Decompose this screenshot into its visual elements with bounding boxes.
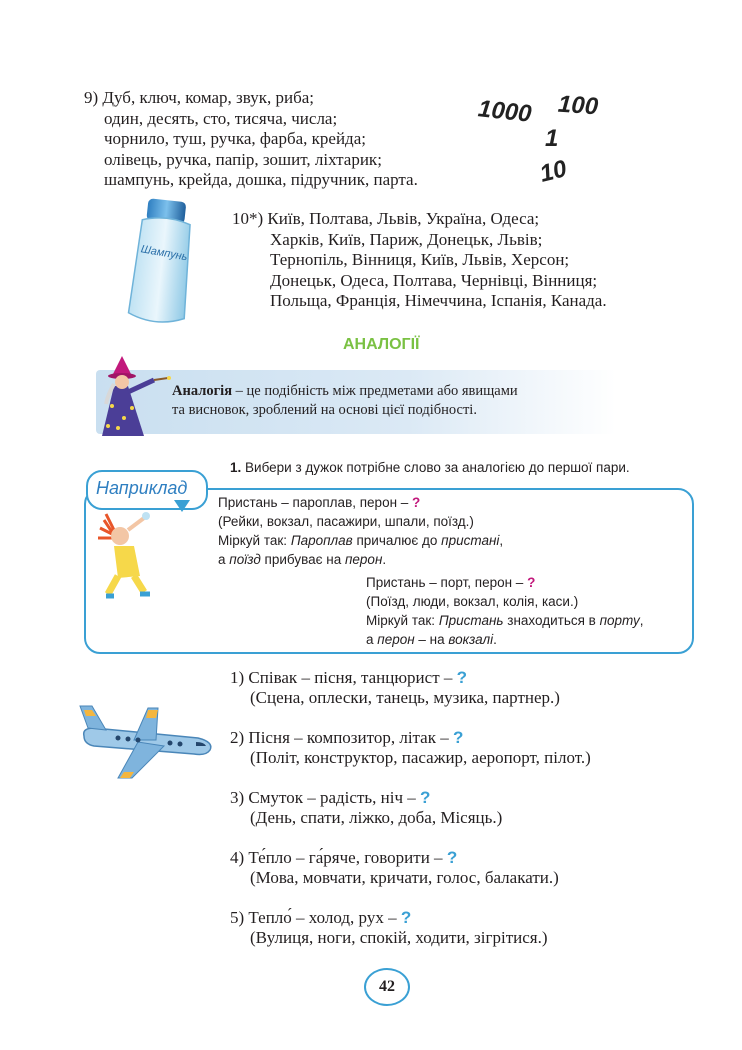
shampoo-bottle-illustration [124, 196, 200, 328]
task-9-line: чорнило, туш, ручка, фарба, крейда; [104, 129, 366, 148]
example-1 [218, 493, 503, 569]
page-number: 42 [364, 968, 410, 1006]
example-2-think-word: вокзалі [448, 632, 494, 647]
task-10-line: Київ, Полтава, Львів, Україна, Одеса; [267, 209, 540, 228]
example-2-think-word: перон [377, 632, 415, 647]
example-1-think-word: пристані [441, 533, 500, 548]
example-2 [366, 573, 644, 649]
example-badge-tail [174, 500, 190, 512]
task-pair: Смуток – радість, ніч – [248, 788, 420, 807]
example-2-think-text: . [493, 632, 497, 647]
list-item [230, 788, 502, 828]
example-2-think-text: а [366, 632, 378, 647]
question-mark: ? [412, 495, 421, 510]
task-pair: Тепло́ – холод, рух – [248, 908, 401, 927]
task-10-line: Донецьк, Одеса, Полтава, Чернівці, Вінниця; [270, 270, 598, 290]
example-1-pair: Пристань – пароплав, перон – [218, 495, 413, 510]
question-mark: ? [456, 668, 468, 687]
definition-line-2: та висновок, зроблений на основі цієї подібності. [172, 402, 477, 418]
list-item [230, 908, 548, 948]
number-1000: 1000 [476, 95, 533, 128]
example-1-think-text: причалює до [352, 533, 442, 548]
task-pair: Пісня – композитор, літак – [248, 728, 453, 747]
question-mark: ? [452, 728, 464, 747]
task-10-line: Тернопіль, Вінниця, Київ, Львів, Херсон; [270, 250, 570, 269]
example-2-pair: Пристань – порт, перон – [366, 575, 528, 590]
example-2-think-text: знаходиться в [503, 613, 600, 628]
example-1-think-word: Пароплав [290, 533, 353, 548]
task-number: 2) [230, 728, 245, 747]
list-item [230, 668, 560, 708]
list-item [230, 848, 559, 888]
wizard-illustration [84, 346, 174, 438]
task-number: 3) [230, 788, 245, 807]
task-9 [84, 88, 418, 191]
example-2-think-label: Міркуй так: [366, 613, 439, 628]
task-9-line: шампунь, крейда, дошка, підручник, парта. [104, 170, 418, 189]
task-number: 1) [230, 668, 245, 687]
example-1-think-text: прибуває на [260, 552, 345, 567]
task-pair: Те́пло – га́ряче, говорити – [248, 848, 447, 867]
number-1: 1 [545, 125, 559, 152]
task-options: (Політ, конструктор, пасажир, аеропорт, пілот.) [250, 748, 591, 767]
example-1-think-text: , [499, 533, 504, 548]
task-10-line: Харків, Київ, Париж, Донецьк, Львів; [270, 229, 543, 249]
task-options: (Мова, мовчати, кричати, голос, балакати.) [250, 868, 559, 887]
shampoo-label: Шампунь [139, 243, 189, 264]
example-2-think-text: – на [414, 632, 449, 647]
example-2-think-text: , [639, 613, 644, 628]
example-2-think-word: порту [599, 613, 640, 628]
example-1-options: (Рейки, вокзал, пасажири, шпали, поїзд.) [218, 514, 474, 529]
list-item [230, 728, 591, 768]
number-10: 10 [537, 155, 570, 188]
example-1-think-text: а [218, 552, 230, 567]
task-9-line: один, десять, сто, тисяча, числа; [104, 108, 338, 128]
exercise-1-number: 1. [230, 460, 242, 475]
airplane-illustration [78, 698, 218, 782]
question-mark: ? [400, 908, 412, 927]
task-9-line: Дуб, ключ, комар, звук, риба; [102, 88, 314, 107]
task-10-number: 10*) [232, 209, 264, 228]
question-mark: ? [420, 788, 431, 807]
task-9-number: 9) [84, 88, 99, 107]
example-2-options: (Поїзд, люди, вокзал, колія, каси.) [366, 594, 579, 609]
example-1-think-label: Міркуй так: [218, 533, 291, 548]
task-10 [232, 209, 607, 312]
girl-illustration [94, 510, 166, 600]
definition-term: Аналогія [172, 383, 233, 399]
task-number: 4) [230, 848, 245, 867]
exercise-1-instruction [230, 460, 630, 475]
question-mark: ? [527, 575, 536, 590]
task-options: (Вулиця, ноги, спокій, ходити, зігрітися.) [250, 928, 548, 947]
task-options: (Сцена, оплески, танець, музика, партнер.) [250, 688, 560, 707]
task-options: (День, спати, ліжко, доба, Місяць.) [250, 808, 503, 827]
question-mark: ? [446, 848, 458, 867]
task-10-line: Польща, Франція, Німеччина, Іспанія, Канада. [270, 291, 607, 310]
task-9-line: олівець, ручка, папір, зошит, ліхтарик; [104, 149, 382, 169]
example-2-think-word: Пристань [438, 613, 504, 628]
definition-text [172, 382, 518, 420]
example-1-think-text: . [382, 552, 387, 567]
number-100: 100 [557, 90, 599, 121]
definition-line-1: – це подібність між предметами або явищами [232, 383, 518, 399]
exercise-1-text: Вибери з дужок потрібне слово за аналогією до першої пари. [245, 460, 630, 475]
example-1-think-word: перон [344, 552, 383, 567]
example-1-think-word: поїзд [229, 552, 261, 567]
task-number: 5) [230, 908, 245, 927]
section-title: АНАЛОГІЇ [343, 336, 420, 353]
example-badge-label: Наприклад [96, 478, 188, 498]
task-pair: Співак – пісня, танцюрист – [248, 668, 457, 687]
